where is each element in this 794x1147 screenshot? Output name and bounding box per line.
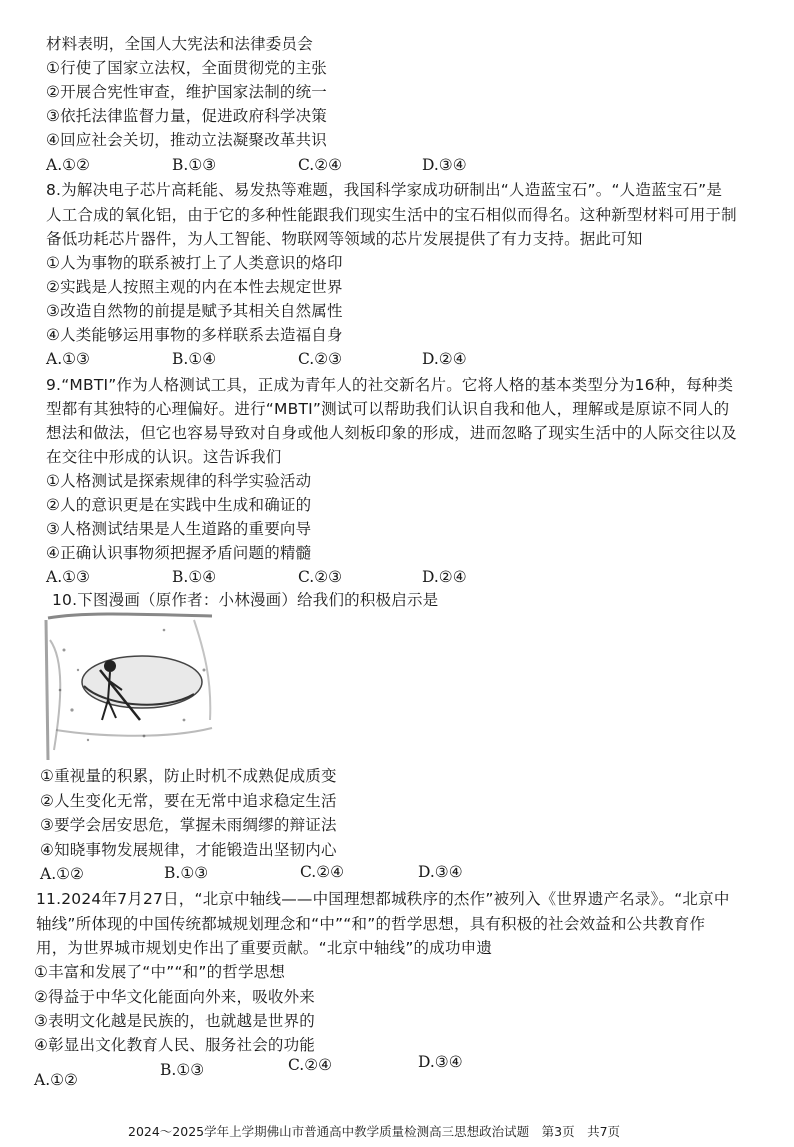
q10-option-a: A.①② bbox=[40, 865, 84, 883]
q9-option-a: A.①③ bbox=[46, 568, 90, 586]
q7-option-a: A.①② bbox=[46, 156, 90, 174]
q10-item-4: ④知晓事物发展规律，才能锻造出坚韧内心 bbox=[40, 841, 337, 859]
q7-option-b: B.①③ bbox=[172, 156, 217, 174]
q9-stem-line-1: 9.“MBTI”作为人格测试工具，正成为青年人的社交新名片。它将人格的基本类型分为16种，每种类 bbox=[46, 376, 734, 394]
q9-option-c: C.②③ bbox=[298, 568, 343, 586]
q8-item-3: ③改造自然物的前提是赋予其相关自然属性 bbox=[46, 302, 343, 320]
q11-item-2: ②得益于中华文化能面向外来，吸收外来 bbox=[34, 988, 315, 1006]
q8-stem-line-2: 人工合成的氧化铝，由于它的多种性能跟我们现实生活中的宝石相似而得名。这种新型材料可用于制 bbox=[46, 206, 737, 224]
q9-item-2: ②人的意识更是在实践中生成和确证的 bbox=[46, 496, 312, 514]
q11-item-3: ③表明文化越是民族的，也就越是世界的 bbox=[34, 1012, 315, 1030]
q8-stem-line-1: 8.为解决电子芯片高耗能、易发热等难题，我国科学家成功研制出“人造蓝宝石”。“人造蓝宝石”是 bbox=[46, 181, 723, 199]
q11-option-d: D.③④ bbox=[418, 1053, 463, 1071]
q10-option-c: C.②④ bbox=[300, 863, 345, 881]
q7-option-d: D.③④ bbox=[422, 156, 467, 174]
q11-option-b: B.①③ bbox=[160, 1061, 205, 1079]
q10-item-2: ②人生变化无常，要在无常中追求稳定生活 bbox=[40, 792, 337, 810]
q8-item-1: ①人为事物的联系被打上了人类意识的烙印 bbox=[46, 254, 343, 272]
q10-item-1: ①重视量的积累，防止时机不成熟促成质变 bbox=[40, 767, 337, 785]
q11-stem-line-1: 11.2024年7月27日，“北京中轴线——中国理想都城秩序的杰作”被列入《世界遗产名录》。“北京中 bbox=[36, 890, 730, 908]
q7-item-1: ①行使了国家立法权，全面贯彻党的主张 bbox=[46, 59, 327, 77]
q9-item-4: ④正确认识事物须把握矛盾问题的精髓 bbox=[46, 544, 312, 562]
q9-option-d: D.②④ bbox=[422, 568, 467, 586]
q11-item-1: ①丰富和发展了“中”“和”的哲学思想 bbox=[34, 963, 286, 981]
comic-illustration bbox=[44, 610, 216, 762]
q9-stem-line-2: 型都有其独特的心理偏好。进行“MBTI”测试可以帮助我们认识自我和他人，理解或是原谅不同人的 bbox=[46, 400, 730, 418]
q8-stem-line-3: 备低功耗芯片器件，为人工智能、物联网等领域的芯片发展提供了有力支持。据此可知 bbox=[46, 230, 643, 248]
q10-item-3: ③要学会居安思危，掌握未雨绸缪的辩证法 bbox=[40, 816, 337, 834]
q11-option-a: A.①② bbox=[34, 1071, 78, 1089]
q9-item-3: ③人格测试结果是人生道路的重要向导 bbox=[46, 520, 312, 538]
q8-option-b: B.①④ bbox=[172, 350, 217, 368]
q10-option-d: D.③④ bbox=[418, 863, 463, 881]
q11-item-4: ④彰显出文化教育人民、服务社会的功能 bbox=[34, 1036, 315, 1054]
q9-stem-line-4: 在交往中形成的认识。这告诉我们 bbox=[46, 448, 282, 466]
q11-option-c: C.②④ bbox=[288, 1056, 333, 1074]
q11-stem-line-3: 用，为世界城市规划史作出了重要贡献。“北京中轴线”的成功申遗 bbox=[36, 939, 493, 957]
q9-option-b: B.①④ bbox=[172, 568, 217, 586]
q7-item-4: ④回应社会关切，推动立法凝聚改革共识 bbox=[46, 131, 327, 149]
q7-stem: 材料表明，全国人大宪法和法律委员会 bbox=[46, 35, 313, 53]
page-footer: 2024～2025学年上学期佛山市普通高中教学质量检测高三思想政治试题 第3页 共7页 bbox=[128, 1124, 621, 1139]
q9-item-1: ①人格测试是探索规律的科学实验活动 bbox=[46, 472, 312, 490]
q8-option-a: A.①③ bbox=[46, 350, 90, 368]
q7-item-2: ②开展合宪性审查，维护国家法制的统一 bbox=[46, 83, 327, 101]
q8-item-4: ④人类能够运用事物的多样联系去造福自身 bbox=[46, 326, 343, 344]
q11-stem-line-2: 轴线”所体现的中国传统都城规划理念和“中”“和”的哲学思想，具有积极的社会效益和公共教育作 bbox=[36, 915, 706, 933]
q9-stem-line-3: 想法和做法，但它也容易导致对自身或他人刻板印象的形成，进而忽略了现实生活中的人际交往以及 bbox=[46, 424, 737, 442]
q7-option-c: C.②④ bbox=[298, 156, 343, 174]
q10-stem: 10.下图漫画（原作者：小林漫画）给我们的积极启示是 bbox=[52, 591, 439, 609]
q8-option-c: C.②③ bbox=[298, 350, 343, 368]
q10-option-b: B.①③ bbox=[164, 864, 209, 882]
q8-option-d: D.②④ bbox=[422, 350, 467, 368]
q7-item-3: ③依托法律监督力量，促进政府科学决策 bbox=[46, 107, 327, 125]
q8-item-2: ②实践是人按照主观的内在本性去规定世界 bbox=[46, 278, 343, 296]
